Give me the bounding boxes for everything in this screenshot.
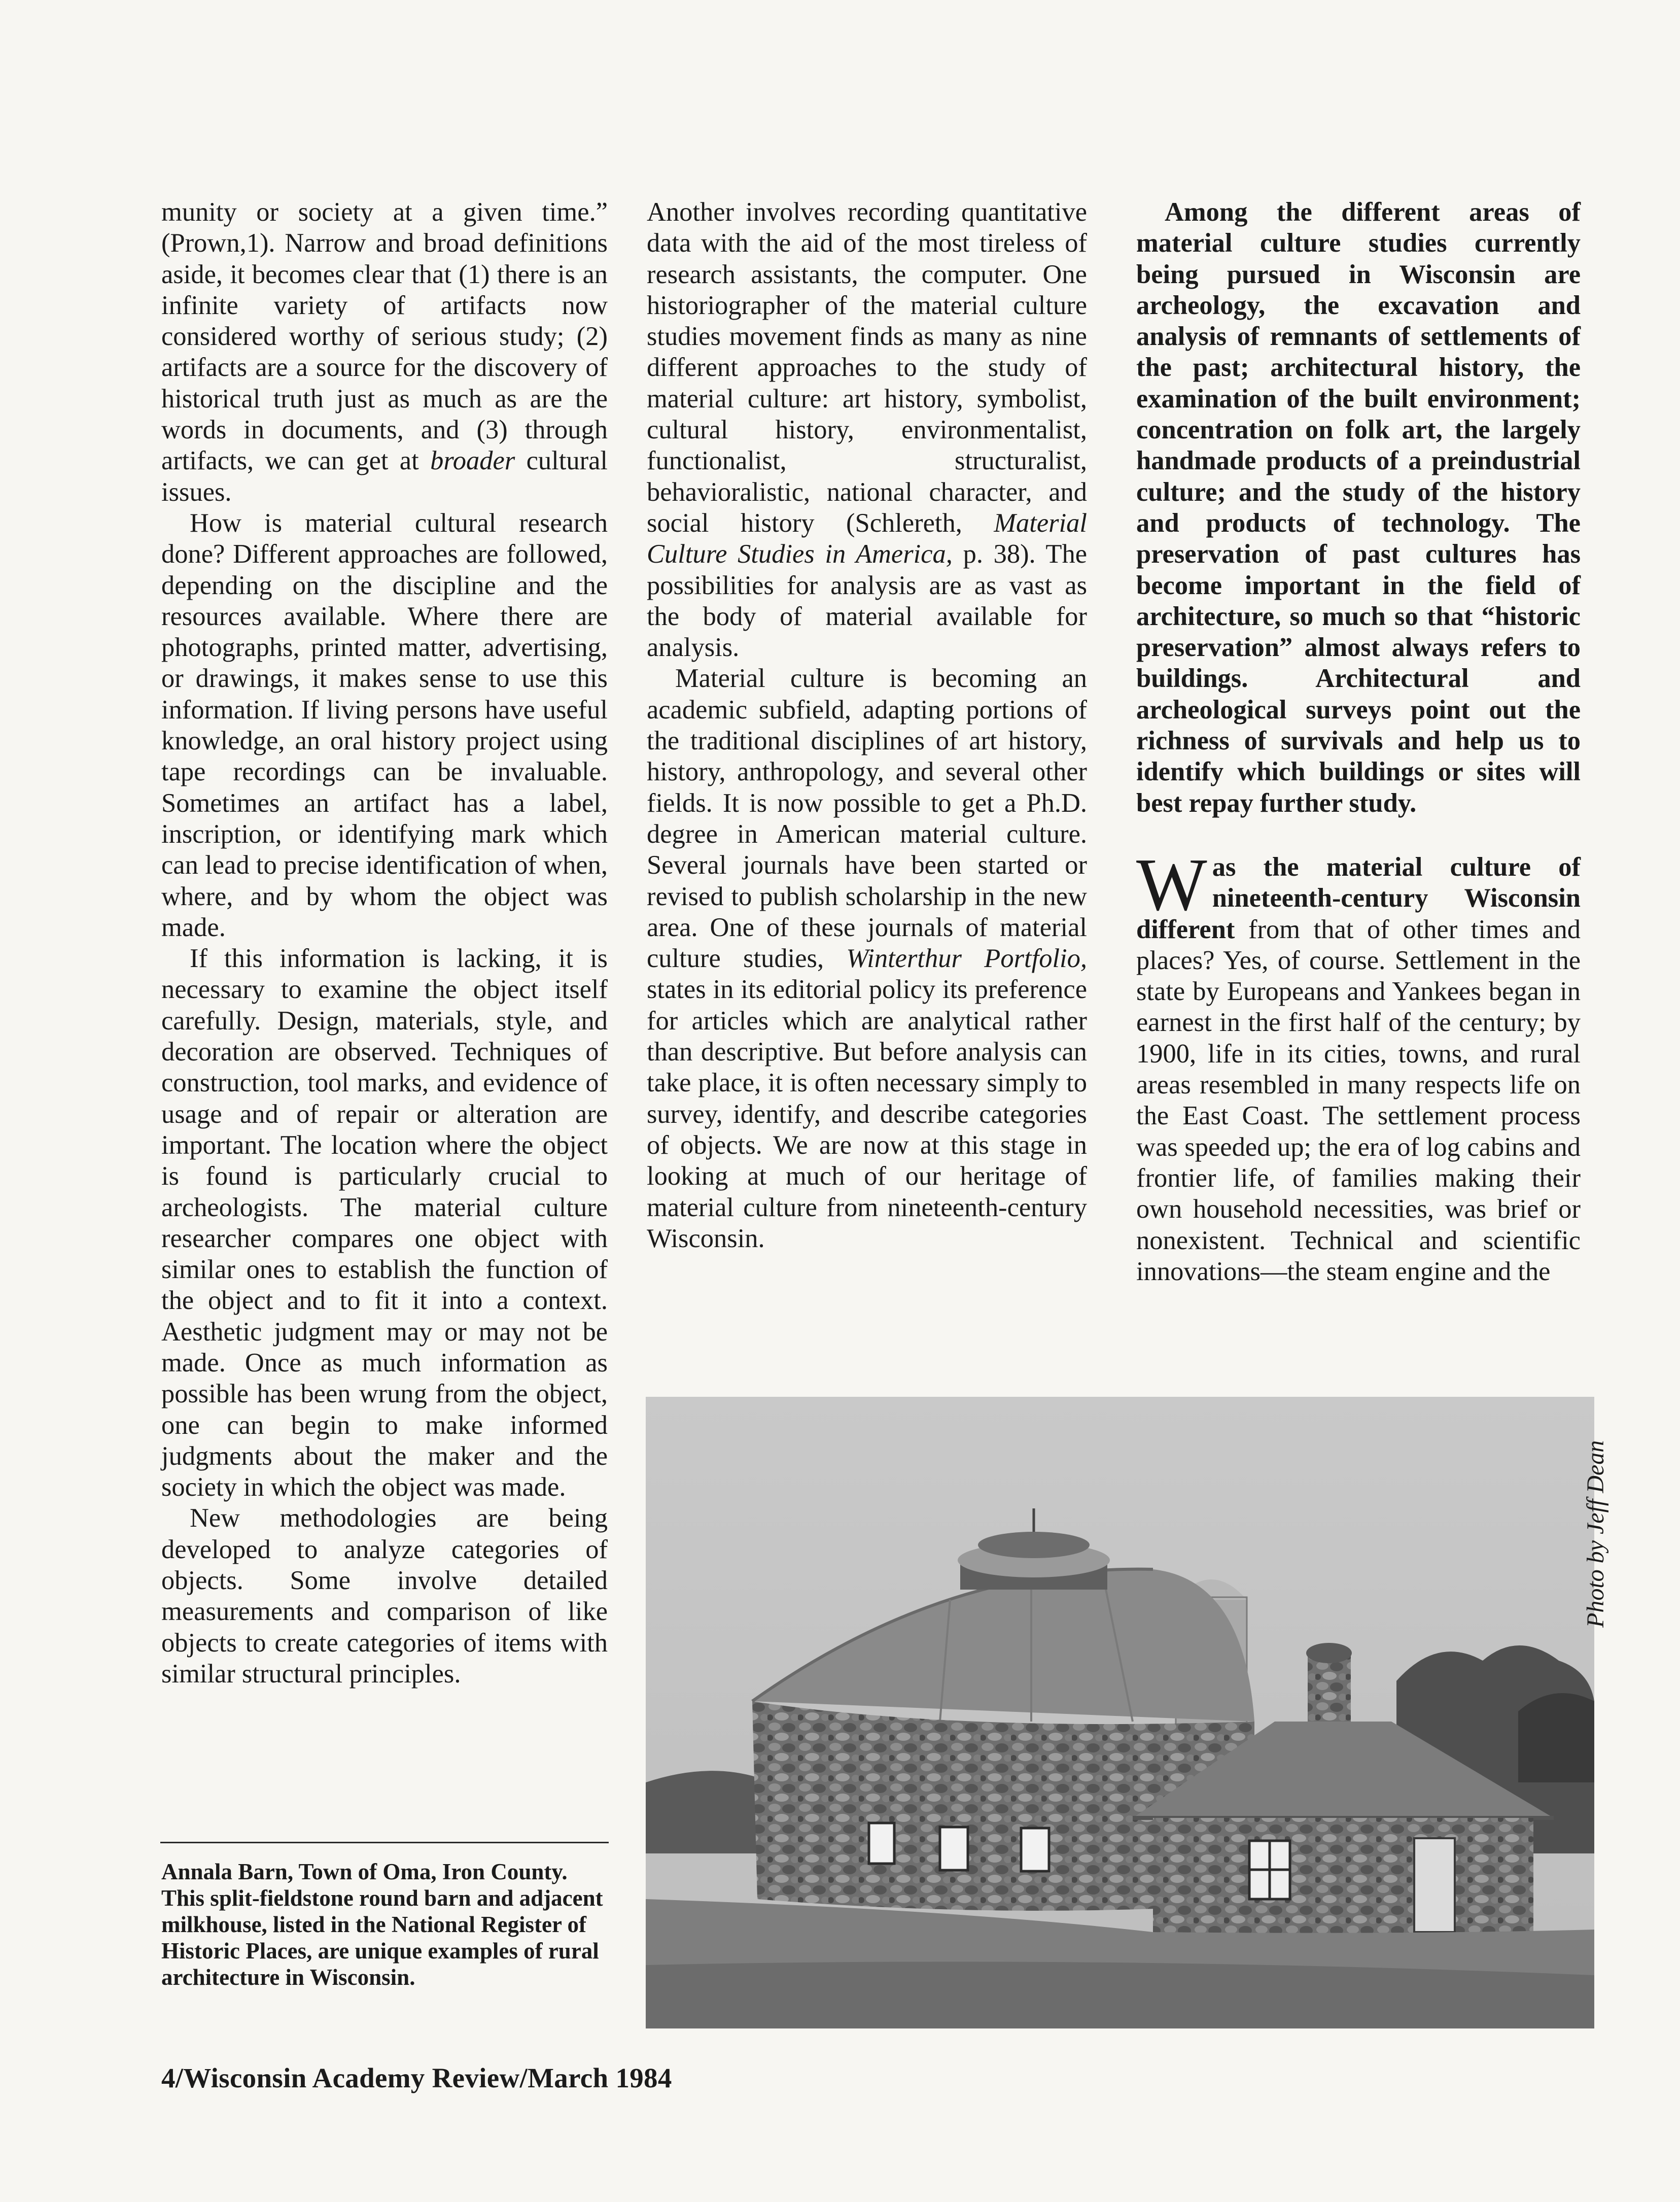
- paragraph: Was the material culture of nineteenth-century Wisconsin different from that of other times and places? Yes, of course. Settlement in the state by Europeans and Yankees began in earnest in the first half of the century; by 1900, life in its cities, towns, and rural areas resembled in many respects life on the East Coast. The settlement process was speeded up; the era of log cabins and frontier life, of families making their own household necessities, was brief or nonexistent. Technical and scientific innovations—the steam engine and the: [1136, 843, 1581, 1286]
- section-intro: Among the different areas of material culture studies currently being pursued in Wisconsin are archeology, the excavation and analysis of remnants of settlements of the past; architectural history, the examination of the built environment; concentration on folk art, the largely handmade products of a preindustrial culture; and the study of the history and products of technology. The preservation of past cultures has become important in the field of architecture, so much so that “historic preservation” almost always refers to buildings. Architectural and archeological surveys point out the richness of survivals and help us to identify which buildings or sites will best repay further study.: [1136, 197, 1581, 818]
- text-column-2: [647, 197, 1087, 1254]
- paragraph: munity or society at a given time.” (Prown,1). Narrow and broad definitions aside, it becomes clear that (1) there is an infinite variety of artifacts now considered worthy of serious study; (2) artifacts are a source for the discovery of historical truth just as much as are the words in documents, and (3) through artifacts, we can get at broader cultural issues.: [161, 197, 608, 507]
- text-column-1: [161, 197, 608, 1690]
- text-column-3: [1136, 197, 1581, 1287]
- paragraph: New methodologies are being developed to analyze categories of objects. Some involve detailed measurements and comparison of like objects to create categories of items with similar structural principles.: [161, 1503, 608, 1689]
- photo-caption: Annala Barn, Town of Oma, Iron County. This split-fieldstone round barn and adjacent milkhouse, listed in the National Register of Historic Places, are unique examples of rural architecture in Wisconsin.: [161, 1859, 603, 1990]
- paragraph: If this information is lacking, it is necessary to examine the object itself carefully. Design, materials, style, and decoration are observed. Techniques of construction, tool marks, and evidence of usage and of repair or alteration are important. The location where the object is found is particularly crucial to archeologists. The material culture researcher compares one object with similar ones to establish the function of the object and to fit it into a context. Aesthetic judgment may or may not be made. Once as much information as possible has been wrung from the object, one can begin to make informed judgments about the maker and the society in which the object was made.: [161, 944, 608, 1502]
- round-barn-illustration: [646, 1397, 1594, 2028]
- caption-rule: [160, 1842, 609, 1843]
- page-footer: 4/Wisconsin Academy Review/March 1984: [161, 2062, 672, 2093]
- paragraph: How is material cultural research done? Different approaches are followed, depending on the discipline and the resources available. Where there are photographs, printed matter, advertising, or drawings, it makes sense to use this information. If living persons have useful knowledge, an oral history project using tape recordings can be invaluable. Sometimes an artifact has a label, inscription, or identifying mark which can lead to precise identification of when, where, and by whom the object was made.: [161, 508, 608, 942]
- lead-in: as the material culture of nineteenth-century Wisconsin different: [1136, 852, 1581, 944]
- paragraph: Another involves recording quantitative data with the aid of the most tireless of research assistants, the computer. One historiographer of the material culture studies movement finds as many as nine different approaches to the study of material culture: art history, symbolist, cultural history, environmentalist, functionalist, structuralist, behavioralistic, national character, and social history (Schlereth, Material Culture Studies in America, p. 38). The possibilities for analysis are as vast as the body of material available for analysis.: [647, 197, 1087, 663]
- photo-credit: Photo by Jeff Dean: [1582, 1440, 1609, 1628]
- paragraph: Material culture is becoming an academic subfield, adapting portions of the traditional disciplines of art history, history, anthropology, and several other fields. It is now possible to get a Ph.D. degree in American material culture. Several journals have been started or revised to publish scholarship in the new area. One of these journals of material culture studies, Winterthur Portfolio, states in its editorial policy its preference for articles which are analytical rather than descriptive. But before analysis can take place, it is often necessary simply to survey, identify, and describe categories of objects. We are now at this stage in looking at much of our heritage of material culture from nineteenth-century Wisconsin.: [647, 664, 1087, 1253]
- barn-photo: [646, 1397, 1594, 2028]
- drop-cap: W: [1136, 843, 1207, 926]
